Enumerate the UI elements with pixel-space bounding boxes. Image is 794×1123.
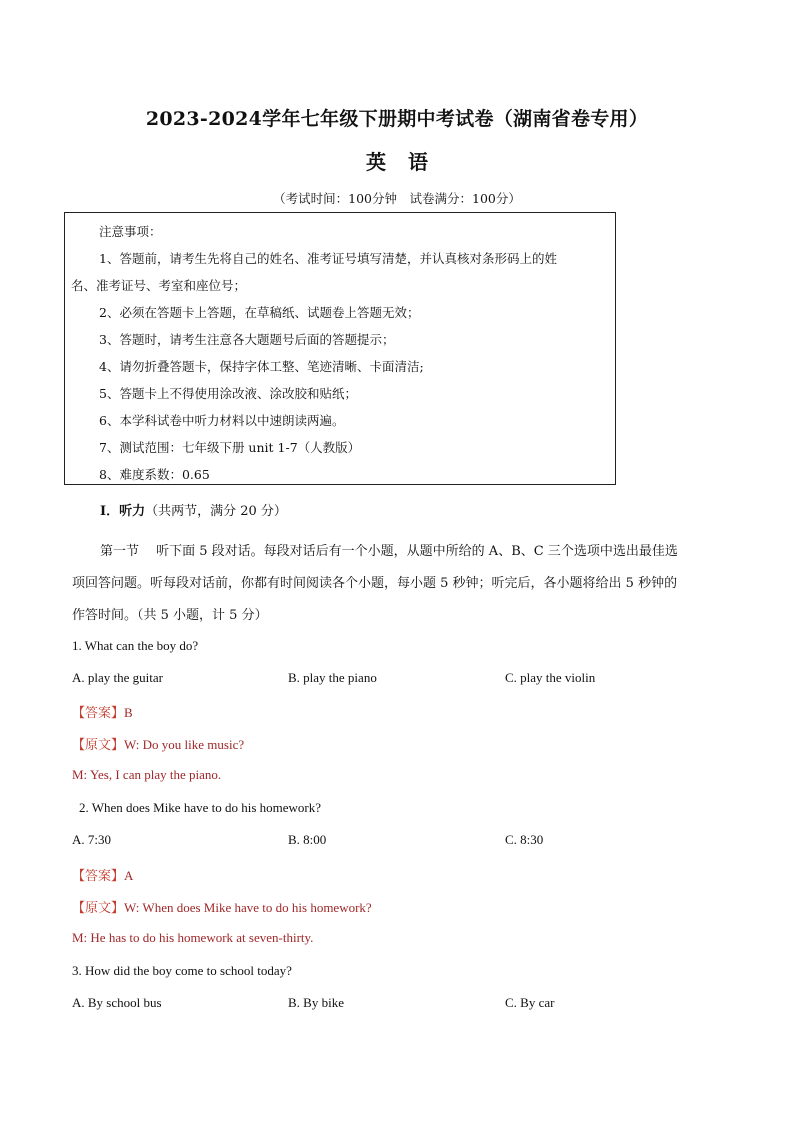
original-label: 【原文】 [72, 901, 125, 916]
notice-line: 4、请勿折叠答题卡，保持字体工整、笔迹清晰、卡面清洁; [99, 359, 424, 374]
option-a: A. play the guitar [72, 670, 163, 685]
notice-line: 5、答题卡上不得使用涂改液、涂改胶和贴纸； [99, 386, 357, 401]
option-c: C. 8:30 [505, 832, 544, 847]
notice-line: 8、难度系数：0.65 [99, 467, 210, 482]
exam-info: （考试时间：100分钟 试卷满分：100分） [273, 191, 521, 206]
notice-line: 3、答题时，请考生注意各大题题号后面的答题提示； [99, 332, 395, 347]
notice-line: 6、本学科试卷中听力材料以中速朗读两遍。 [99, 413, 345, 428]
notice-line: 7、测试范围：七年级下册 unit 1-7（人教版） [99, 440, 361, 455]
answer-line [72, 702, 133, 721]
notice-line: 1、答题前，请考生先将自己的姓名、准考证号填写清楚，并认真核对条形码上的姓 [99, 251, 557, 266]
original-w: W: Do you like music? [124, 737, 245, 752]
answer-label: 【答案】 [72, 869, 125, 884]
answer-value: A [124, 868, 134, 883]
original-line [72, 897, 372, 916]
question-1: 1. What can the boy do? [72, 638, 199, 653]
option-b: B. play the piano [288, 670, 377, 685]
original-w: W: When does Mike have to do his homework? [124, 900, 372, 915]
original-line [72, 734, 244, 753]
original-label: 【原文】 [72, 738, 125, 753]
subject-title: 英语 [366, 150, 450, 174]
option-a: A. 7:30 [72, 832, 111, 847]
option-b: B. By bike [288, 995, 344, 1010]
answer-label: 【答案】 [72, 706, 125, 721]
part1-line: 第一节 听下面 5 段对话。每段对话后有一个小题，从题中所给的 A、B、C 三个选项中选出最佳选 [100, 544, 678, 559]
original-m: M: Yes, I can play the piano. [72, 767, 222, 782]
page-title: 2023-2024学年七年级下册期中考试卷（湖南省卷专用） [145, 108, 649, 130]
question-2: 2. When does Mike have to do his homework? [79, 800, 322, 815]
notice-heading: 注意事项： [99, 224, 162, 239]
section-numeral: I．听力 [100, 504, 146, 519]
part1-line: 项回答问题。听每段对话前，你都有时间阅读各个小题，每小题 5 秒钟；听完后，各小题将给出 5 秒钟的 [72, 576, 678, 591]
original-m: M: He has to do his homework at seven-thirty. [72, 930, 314, 945]
section-desc: （共两节，满分 20 分） [145, 504, 287, 519]
option-c: C. By car [505, 995, 555, 1010]
notice-line: 2、必须在答题卡上答题，在草稿纸、试题卷上答题无效； [99, 305, 420, 320]
section-heading [100, 500, 287, 519]
answer-value: B [124, 705, 133, 720]
answer-line [72, 865, 133, 884]
question-3: 3. How did the boy come to school today? [72, 963, 292, 978]
option-a: A. By school bus [72, 995, 162, 1010]
option-b: B. 8:00 [288, 832, 327, 847]
notice-box [64, 212, 616, 485]
notice-line: 名、准考证号、考室和座位号； [71, 278, 247, 293]
option-c: C. play the violin [505, 670, 596, 685]
part1-line: 作答时间。（共 5 小题，计 5 分） [72, 608, 268, 623]
